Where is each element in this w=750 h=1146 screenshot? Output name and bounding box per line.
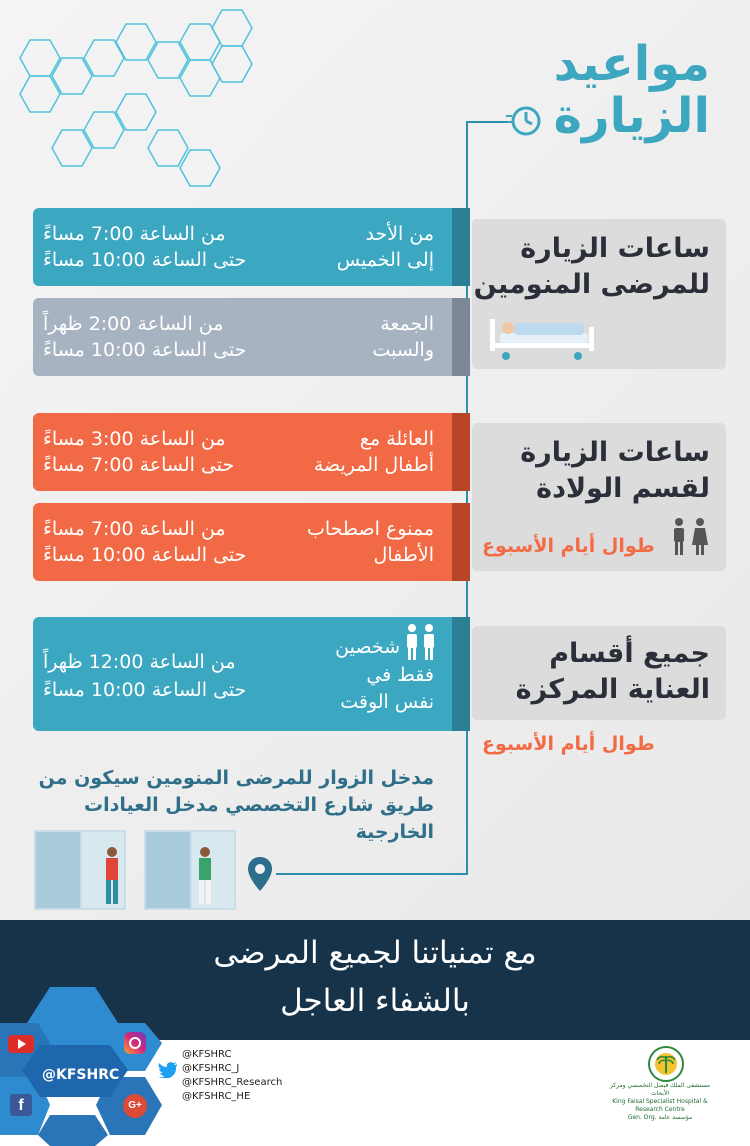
row-label: من الأحد bbox=[365, 223, 434, 245]
facebook-icon[interactable]: f bbox=[10, 1094, 32, 1116]
logo-arabic: مستشفى الملك فيصل التخصصي ومركز الأبحاث bbox=[609, 1082, 710, 1097]
schedule-row-icu bbox=[33, 617, 470, 731]
category-maternity-line-2: لقسم الولادة bbox=[536, 473, 710, 504]
footer-line-1: مع تمنياتنا لجميع المرضى bbox=[213, 935, 537, 971]
row-time: حتى الساعة 10:00 مساءً bbox=[43, 679, 247, 701]
category-inpatients-line-1: ساعات الزيارة bbox=[520, 233, 710, 264]
clock-icon bbox=[504, 100, 544, 140]
row-time: حتى الساعة 10:00 مساءً bbox=[43, 339, 247, 361]
timeline-bottom bbox=[276, 873, 468, 875]
brand-handle: @KFSHRC bbox=[42, 1067, 120, 1083]
doors-illustration bbox=[34, 830, 244, 910]
row-label: نفس الوقت bbox=[340, 691, 434, 713]
logo-english: King Faisal Specialist Hospital & Research Centre bbox=[612, 1098, 708, 1113]
row-time: حتى الساعة 7:00 مساءً bbox=[43, 454, 235, 476]
two-people-icon bbox=[404, 623, 438, 661]
hospital-bed-icon bbox=[486, 311, 598, 363]
google-plus-icon[interactable]: G+ bbox=[123, 1094, 147, 1118]
row-label: ممنوع اصطحاب bbox=[306, 518, 434, 540]
category-icu-line-2: العناية المركزة bbox=[515, 674, 710, 705]
category-icu bbox=[472, 626, 726, 720]
row-label: الجمعة bbox=[380, 313, 434, 335]
category-inpatients bbox=[472, 219, 726, 369]
row-time: من الساعة 12:00 ظهراً bbox=[43, 651, 236, 673]
row-time: من الساعة 7:00 مساءً bbox=[43, 518, 226, 540]
row-time: من الساعة 2:00 ظهراً bbox=[43, 313, 224, 335]
schedule-row-inpatients-weekend bbox=[33, 298, 470, 376]
timeline-top bbox=[466, 121, 508, 123]
location-pin-icon bbox=[247, 856, 273, 892]
row-label: الأطفال bbox=[373, 544, 434, 566]
page-title bbox=[554, 38, 710, 142]
row-label: شخصين bbox=[335, 636, 400, 658]
handle-item[interactable]: @KFSHRC_HE bbox=[182, 1091, 251, 1102]
row-time: حتى الساعة 10:00 مساءً bbox=[43, 544, 247, 566]
social-handles bbox=[182, 1048, 282, 1104]
handle-item[interactable]: @KFSHRC_J bbox=[182, 1063, 240, 1074]
row-label: إلى الخميس bbox=[336, 249, 434, 271]
row-label: العائلة مع bbox=[359, 428, 434, 450]
family-icon bbox=[668, 517, 712, 557]
entrance-line-3: الخارجية bbox=[355, 821, 434, 843]
hospital-logo-text bbox=[600, 1082, 720, 1122]
category-maternity-line-1: ساعات الزيارة bbox=[520, 437, 710, 468]
hexagon-pattern bbox=[0, 0, 300, 220]
row-time: من الساعة 3:00 مساءً bbox=[43, 428, 226, 450]
handle-item[interactable]: @KFSHRC_Research bbox=[182, 1077, 283, 1088]
entrance-line-2: طريق شارع التخصصي مدخل العيادات bbox=[84, 794, 434, 816]
footer-line-2: بالشفاء العاجل bbox=[280, 983, 470, 1019]
maternity-note: طوال أيام الأسبوع bbox=[482, 535, 655, 557]
logo-sub: Gen. Org. مؤسسة عامة bbox=[627, 1114, 693, 1121]
row-time: من الساعة 7:00 مساءً bbox=[43, 223, 226, 245]
row-time: حتى الساعة 10:00 مساءً bbox=[43, 249, 247, 271]
hospital-logo bbox=[648, 1046, 684, 1082]
row-label: فقط في bbox=[366, 664, 434, 686]
category-inpatients-line-2: للمرضى المنومين bbox=[473, 269, 710, 300]
icu-note: طوال أيام الأسبوع bbox=[482, 733, 655, 755]
handle-item[interactable]: @KFSHRC bbox=[182, 1049, 232, 1060]
row-label: أطفال المريضة bbox=[313, 454, 434, 476]
schedule-row-maternity-no-children bbox=[33, 503, 470, 581]
title-line-2: الزيارة bbox=[553, 88, 710, 144]
social-hex-cluster bbox=[0, 985, 175, 1146]
instagram-icon[interactable] bbox=[124, 1032, 146, 1054]
category-icu-line-1: جميع أقسام bbox=[549, 638, 710, 669]
schedule-row-inpatients-weekdays bbox=[33, 208, 470, 286]
twitter-icon[interactable] bbox=[158, 1062, 178, 1078]
entrance-line-1: مدخل الزوار للمرضى المنومين سيكون من bbox=[38, 767, 434, 789]
title-line-1: مواعيد bbox=[553, 36, 710, 92]
schedule-row-maternity-family bbox=[33, 413, 470, 491]
row-label: والسبت bbox=[372, 339, 434, 361]
youtube-icon[interactable] bbox=[8, 1035, 34, 1053]
